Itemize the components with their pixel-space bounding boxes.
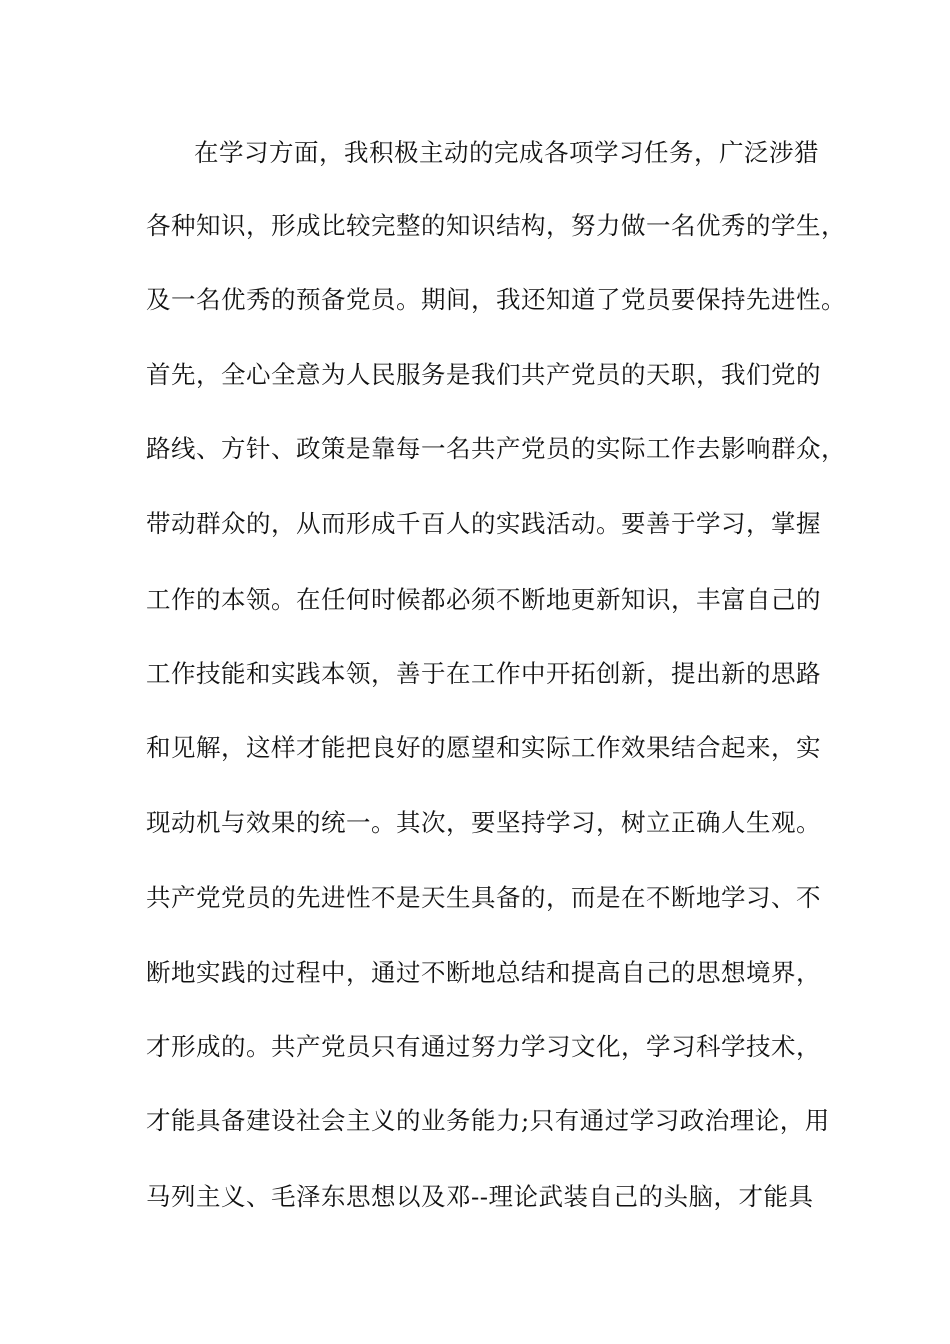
paragraph-line: 工作技能和实践本领，善于在工作中开拓创新，提出新的思路 [146,659,821,688]
paragraph-line: 才形成的。共产党员只有通过努力学习文化，学习科学技术， [146,1032,821,1061]
paragraph-line: 共产党党员的先进性不是天生具备的，而是在不断地学习、不 [146,883,821,912]
paragraph-line: 才能具备建设社会主义的业务能力;只有通过学习政治理论，用 [146,1106,830,1135]
paragraph-line: 和见解，这样才能把良好的愿望和实际工作效果结合起来，实 [146,733,821,762]
paragraph-line: 现动机与效果的统一。其次，要坚持学习，树立正确人生观。 [146,808,821,837]
paragraph-line: 带动群众的，从而形成千百人的实践活动。要善于学习，掌握 [146,509,821,538]
paragraph-line: 及一名优秀的预备党员。期间，我还知道了党员要保持先进性。 [146,285,846,314]
paragraph-line: 首先，全心全意为人民服务是我们共产党员的天职，我们党的 [146,360,821,389]
paragraph-line: 各种知识，形成比较完整的知识结构，努力做一名优秀的学生， [146,211,846,240]
paragraph-line: 工作的本领。在任何时候都必须不断地更新知识，丰富自己的 [146,585,821,614]
paragraph-line: 断地实践的过程中，通过不断地总结和提高自己的思想境界， [146,958,821,987]
paragraph-line: 马列主义、毛泽东思想以及邓--理论武装自己的头脑，才能具 [146,1182,814,1211]
paragraph-line: 路线、方针、政策是靠每一名共产党员的实际工作去影响群众， [146,434,846,463]
paragraph-line: 在学习方面，我积极主动的完成各项学习任务，广泛涉猎 [194,138,819,167]
